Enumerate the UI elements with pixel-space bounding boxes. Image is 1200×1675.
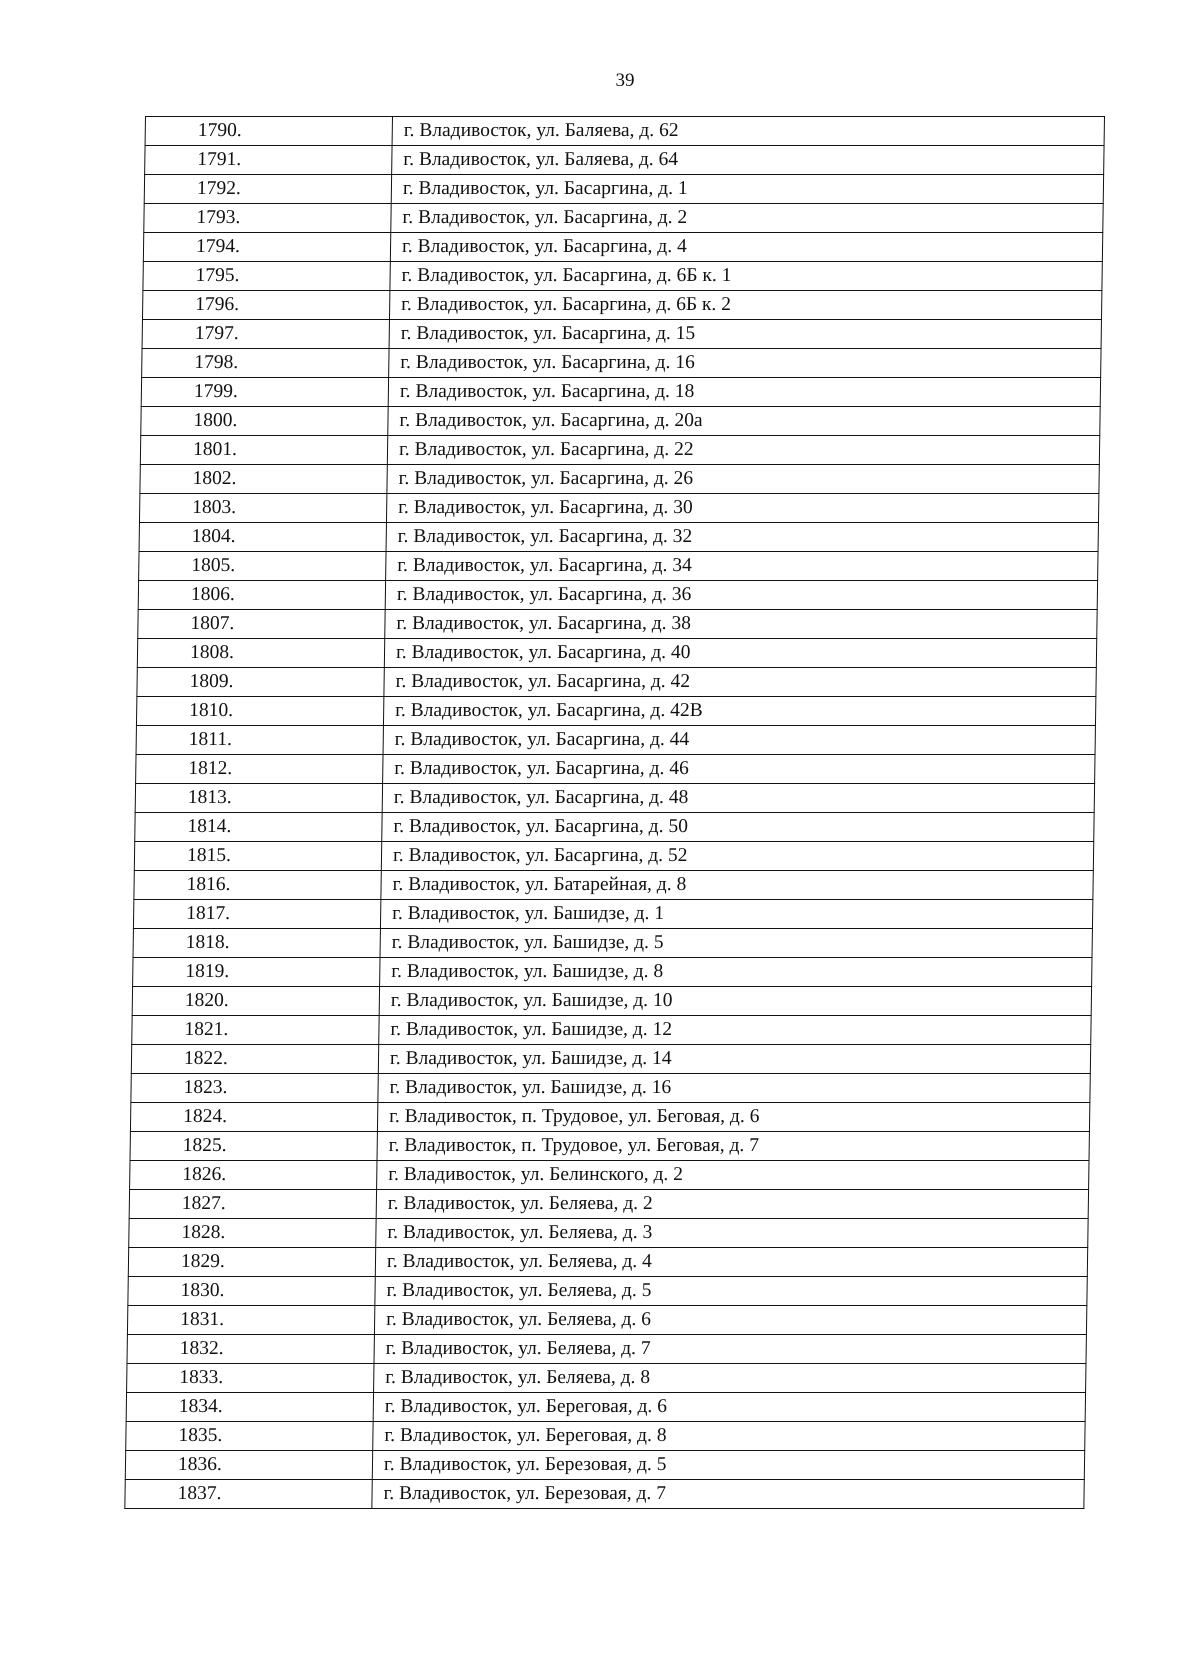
address-cell: г. Владивосток, ул. Башидзе, д. 12 (379, 1016, 1091, 1045)
address-cell: г. Владивосток, ул. Баляева, д. 62 (392, 117, 1104, 146)
table-row (145, 146, 1104, 175)
table-row (141, 407, 1100, 436)
table-row (142, 320, 1101, 349)
address-cell: г. Владивосток, ул. Баляева, д. 64 (392, 146, 1104, 175)
table-row (132, 987, 1091, 1016)
address-cell: г. Владивосток, ул. Береговая, д. 6 (373, 1393, 1085, 1422)
address-cell: г. Владивосток, ул. Басаргина, д. 2 (391, 204, 1103, 233)
table-row (142, 291, 1101, 320)
table-row (131, 1045, 1090, 1074)
address-cell: г. Владивосток, ул. Басаргина, д. 36 (385, 581, 1097, 610)
address-cell: г. Владивосток, ул. Басаргина, д. 42В (383, 697, 1095, 726)
row-number-cell: 1829. (128, 1248, 375, 1277)
table-row (134, 871, 1093, 900)
row-number-cell: 1807. (138, 610, 385, 639)
table-row (128, 1277, 1087, 1306)
row-number-cell: 1819. (133, 958, 380, 987)
address-cell: г. Владивосток, ул. Беляева, д. 6 (374, 1306, 1086, 1335)
address-cell: г. Владивосток, ул. Белинского, д. 2 (377, 1161, 1089, 1190)
table-row (145, 117, 1104, 146)
row-number-cell: 1824. (130, 1103, 377, 1132)
address-cell: г. Владивосток, ул. Башидзе, д. 8 (380, 958, 1092, 987)
table-row (139, 552, 1098, 581)
row-number-cell: 1813. (135, 784, 382, 813)
table-row (130, 1161, 1089, 1190)
table-row (137, 668, 1096, 697)
row-number-cell: 1836. (125, 1451, 372, 1480)
row-number-cell: 1812. (136, 755, 383, 784)
address-cell: г. Владивосток, ул. Басаргина, д. 6Б к. 1 (390, 262, 1102, 291)
table-row (135, 813, 1094, 842)
row-number-cell: 1792. (144, 175, 391, 204)
row-number-cell: 1828. (129, 1219, 376, 1248)
row-number-cell: 1820. (132, 987, 379, 1016)
row-number-cell: 1827. (129, 1190, 376, 1219)
address-cell: г. Владивосток, ул. Басаргина, д. 34 (386, 552, 1098, 581)
row-number-cell: 1810. (136, 697, 383, 726)
row-number-cell: 1805. (139, 552, 386, 581)
address-cell: г. Владивосток, ул. Башидзе, д. 10 (379, 987, 1091, 1016)
address-cell: г. Владивосток, п. Трудовое, ул. Беговая, д. 7 (377, 1132, 1089, 1161)
address-cell: г. Владивосток, ул. Басаргина, д. 4 (390, 233, 1102, 262)
table-row (133, 929, 1092, 958)
address-cell: г. Владивосток, ул. Басаргина, д. 46 (383, 755, 1095, 784)
row-number-cell: 1797. (142, 320, 389, 349)
table-row (127, 1335, 1086, 1364)
row-number-cell: 1800. (141, 407, 388, 436)
address-table-container (124, 116, 1105, 1509)
table-row (139, 523, 1098, 552)
address-cell: г. Владивосток, ул. Басаргина, д. 50 (382, 813, 1094, 842)
address-cell: г. Владивосток, ул. Беляева, д. 7 (374, 1335, 1086, 1364)
row-number-cell: 1826. (130, 1161, 377, 1190)
row-number-cell: 1830. (128, 1277, 375, 1306)
row-number-cell: 1834. (126, 1393, 373, 1422)
row-number-cell: 1795. (143, 262, 390, 291)
address-cell: г. Владивосток, ул. Басаргина, д. 26 (387, 465, 1099, 494)
table-row (139, 494, 1098, 523)
table-row (138, 581, 1097, 610)
row-number-cell: 1802. (140, 465, 387, 494)
table-row (143, 233, 1102, 262)
table-row (128, 1248, 1087, 1277)
address-cell: г. Владивосток, ул. Березовая, д. 7 (372, 1480, 1084, 1509)
address-cell: г. Владивосток, ул. Беляева, д. 3 (376, 1219, 1088, 1248)
address-cell: г. Владивосток, ул. Береговая, д. 8 (373, 1422, 1085, 1451)
table-row (126, 1422, 1085, 1451)
row-number-cell: 1808. (137, 639, 384, 668)
row-number-cell: 1837. (125, 1480, 372, 1509)
table-row (127, 1364, 1086, 1393)
table-row (133, 958, 1092, 987)
address-cell: г. Владивосток, ул. Басаргина, д. 52 (381, 842, 1093, 871)
row-number-cell: 1796. (142, 291, 389, 320)
row-number-cell: 1809. (137, 668, 384, 697)
table-row (129, 1219, 1088, 1248)
table-row (135, 784, 1094, 813)
table-row (137, 639, 1096, 668)
table-row (140, 436, 1099, 465)
row-number-cell: 1815. (134, 842, 381, 871)
table-row (140, 465, 1099, 494)
address-cell: г. Владивосток, ул. Басаргина, д. 32 (386, 523, 1098, 552)
address-cell: г. Владивосток, ул. Басаргина, д. 1 (391, 175, 1103, 204)
table-row (125, 1480, 1084, 1509)
table-row (132, 1016, 1091, 1045)
row-number-cell: 1794. (143, 233, 390, 262)
address-cell: г. Владивосток, ул. Басаргина, д. 44 (383, 726, 1095, 755)
address-cell: г. Владивосток, ул. Басаргина, д. 22 (387, 436, 1099, 465)
address-cell: г. Владивосток, ул. Беляева, д. 8 (374, 1364, 1086, 1393)
address-cell: г. Владивосток, ул. Батарейная, д. 8 (381, 871, 1093, 900)
address-table-body (125, 117, 1105, 1509)
row-number-cell: 1835. (126, 1422, 373, 1451)
address-table (124, 116, 1105, 1509)
table-row (136, 726, 1095, 755)
row-number-cell: 1804. (139, 523, 386, 552)
address-cell: г. Владивосток, ул. Басаргина, д. 42 (384, 668, 1096, 697)
table-row (130, 1132, 1089, 1161)
table-row (141, 378, 1100, 407)
table-row (131, 1074, 1090, 1103)
table-row (129, 1190, 1088, 1219)
address-cell: г. Владивосток, ул. Басаргина, д. 40 (384, 639, 1096, 668)
table-row (142, 349, 1101, 378)
address-cell: г. Владивосток, ул. Башидзе, д. 5 (380, 929, 1092, 958)
address-cell: г. Владивосток, ул. Басаргина, д. 18 (388, 378, 1100, 407)
row-number-cell: 1798. (142, 349, 389, 378)
row-number-cell: 1801. (140, 436, 387, 465)
address-cell: г. Владивосток, ул. Башидзе, д. 1 (380, 900, 1092, 929)
row-number-cell: 1793. (144, 204, 391, 233)
row-number-cell: 1822. (131, 1045, 378, 1074)
address-cell: г. Владивосток, п. Трудовое, ул. Беговая, д. 6 (377, 1103, 1089, 1132)
row-number-cell: 1816. (134, 871, 381, 900)
row-number-cell: 1791. (145, 146, 392, 175)
address-cell: г. Владивосток, ул. Басаргина, д. 16 (389, 349, 1101, 378)
address-cell: г. Владивосток, ул. Башидзе, д. 16 (378, 1074, 1090, 1103)
row-number-cell: 1818. (133, 929, 380, 958)
row-number-cell: 1825. (130, 1132, 377, 1161)
row-number-cell: 1833. (127, 1364, 374, 1393)
table-row (125, 1451, 1084, 1480)
row-number-cell: 1832. (127, 1335, 374, 1364)
row-number-cell: 1806. (138, 581, 385, 610)
row-number-cell: 1817. (133, 900, 380, 929)
row-number-cell: 1814. (135, 813, 382, 842)
row-number-cell: 1799. (141, 378, 388, 407)
address-cell: г. Владивосток, ул. Беляева, д. 2 (376, 1190, 1088, 1219)
table-row (144, 175, 1103, 204)
table-row (138, 610, 1097, 639)
table-row (134, 842, 1093, 871)
row-number-cell: 1831. (127, 1306, 374, 1335)
table-row (136, 697, 1095, 726)
address-cell: г. Владивосток, ул. Березовая, д. 5 (372, 1451, 1084, 1480)
address-cell: г. Владивосток, ул. Басаргина, д. 30 (386, 494, 1098, 523)
table-row (127, 1306, 1086, 1335)
table-row (144, 204, 1103, 233)
address-cell: г. Владивосток, ул. Беляева, д. 4 (375, 1248, 1087, 1277)
row-number-cell: 1803. (139, 494, 386, 523)
row-number-cell: 1790. (145, 117, 392, 146)
table-row (130, 1103, 1089, 1132)
address-cell: г. Владивосток, ул. Башидзе, д. 14 (378, 1045, 1090, 1074)
table-row (133, 900, 1092, 929)
table-row (126, 1393, 1085, 1422)
page-number: 39 (615, 70, 635, 91)
address-cell: г. Владивосток, ул. Басаргина, д. 15 (389, 320, 1101, 349)
address-cell: г. Владивосток, ул. Басаргина, д. 38 (385, 610, 1097, 639)
table-row (136, 755, 1095, 784)
address-cell: г. Владивосток, ул. Беляева, д. 5 (375, 1277, 1087, 1306)
row-number-cell: 1823. (131, 1074, 378, 1103)
row-number-cell: 1821. (132, 1016, 379, 1045)
address-cell: г. Владивосток, ул. Басаргина, д. 6Б к. 2 (389, 291, 1101, 320)
table-row (143, 262, 1102, 291)
address-cell: г. Владивосток, ул. Басаргина, д. 20а (388, 407, 1100, 436)
row-number-cell: 1811. (136, 726, 383, 755)
address-cell: г. Владивосток, ул. Басаргина, д. 48 (382, 784, 1094, 813)
